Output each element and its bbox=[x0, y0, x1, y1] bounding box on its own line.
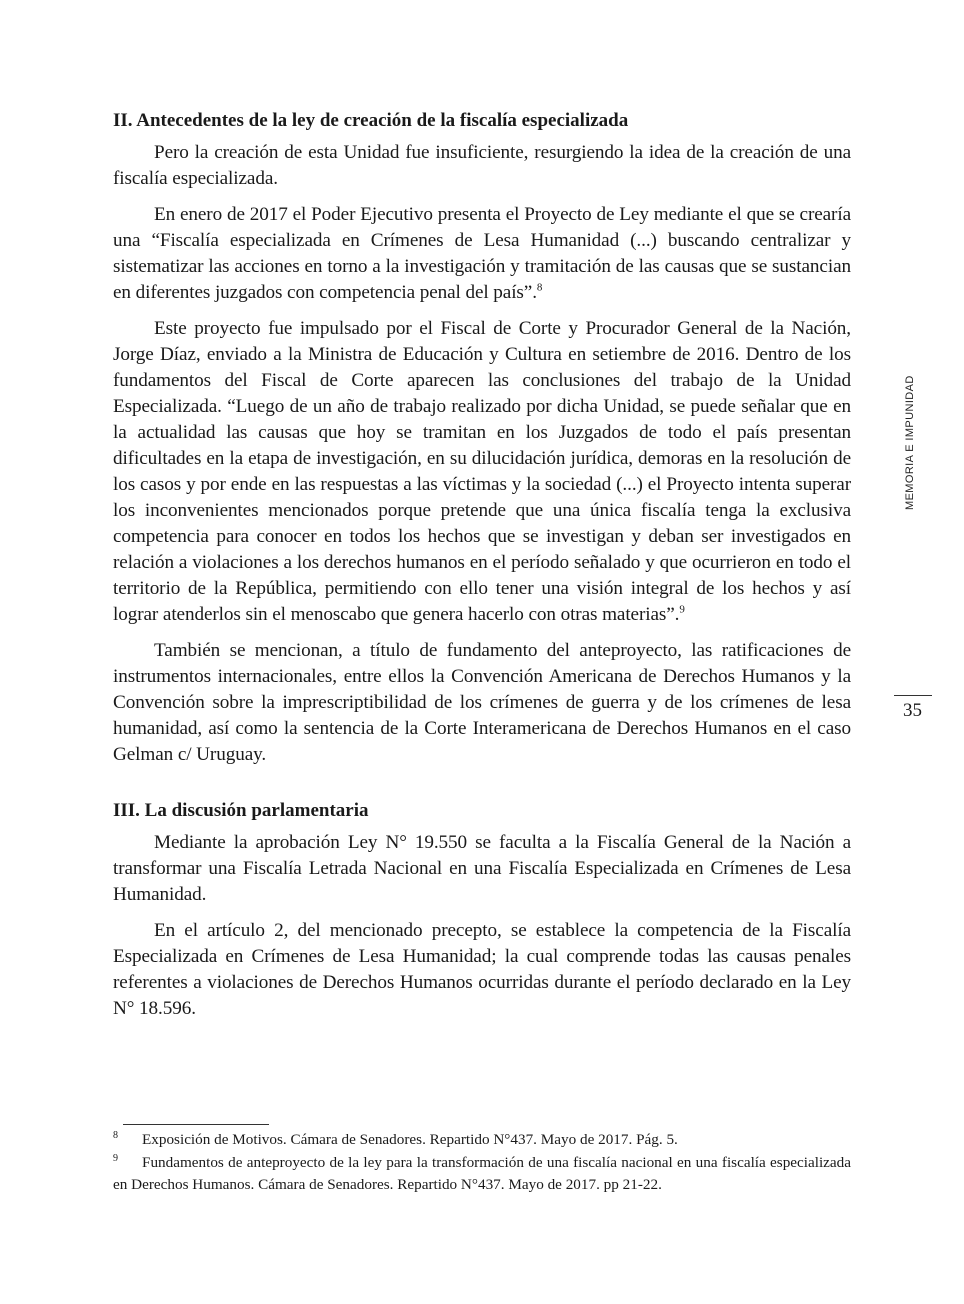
section-heading-discusion: III. La discusión parlamentaria bbox=[113, 800, 369, 821]
main-text bbox=[113, 108, 851, 1032]
footnote: 8 Exposición de Motivos. Cámara de Senadores. Repartido N°437. Mayo de 2017. Pág. 5. bbox=[113, 1129, 678, 1148]
footnote-ref[interactable]: 8 bbox=[536, 281, 543, 294]
footnote-ref[interactable]: 9 bbox=[679, 603, 685, 616]
section-heading-antecedentes: II. Antecedentes de la ley de creación de la fiscalía especializada bbox=[113, 110, 629, 131]
paragraph: Este proyecto fue impulsado por el Fiscal de Corte y Procurador General de la Nación, Jorge Díaz, enviado a la Ministra de Educación y Cultura en setiembre de 2016. Dentro de los fundamentos del Fiscal de Corte aparecen las conclusiones del trabajo de la Unidad Especializada. “Luego de un año de trabajo realizado por dicha Unidad, se puede señalar que en la actualidad las causas que hoy se tramitan en los Juzgados de todo el país presentan dificultades en la etapa de investigación, en su dilucidación jurídica, demoras en la resolución de los casos y por ende en las respuestas a las víctimas y la sociedad (...) el Proyecto intenta superar los inconvenientes mencionados porque pretende que una única fiscalía tenga la exclusiva competencia para conocer en todos los hechos que se investigan y deban ser investigados en relación a violaciones a los derechos humanos en el período señalado y que ocurrieron en todo el territorio de la República, permitiendo con ello tener una visión integral de los hechos y así lograr atenderlos sin el menoscabo que genera hacerlo con otras materias”.$^9$ bbox=[113, 318, 851, 625]
paragraph: En el artículo 2, del mencionado precepto, se establece la competencia de la Fiscalía Especializada en Crímenes de Lesa Humanidad; la cual comprende todas las causas penales referentes a violaciones de Derechos Humanos ocurridas durante el período declarado en la Ley N° 18.596. bbox=[113, 920, 851, 1019]
running-header: MEMORIA E IMPUNIDAD bbox=[904, 375, 916, 510]
footnote: 9 Fundamentos de anteproyecto de la ley para la transformación de una fiscalía nacional en una fiscalía especializada en Derechos Humanos. Cámara de Senadores. Repartido N°437. Mayo de 2017. pp 21-22. bbox=[113, 1152, 851, 1193]
page-number-rule bbox=[894, 695, 932, 696]
paragraph: También se mencionan, a título de fundamento del anteproyecto, las ratificaciones de instrumentos internacionales, entre ellos la Convención Americana de Derechos Humanos y la Convención sobre la imprescriptibilidad de los crímenes de guerra y de los crímenes de lesa humanidad, así como la sentencia de la Corte Interamericana de Derechos Humanos en el caso Gelman c/ Uruguay. bbox=[113, 640, 851, 765]
footnotes bbox=[113, 1129, 851, 1197]
paragraph: En enero de 2017 el Poder Ejecutivo presenta el Proyecto de Ley mediante el que se crearía una “Fiscalía especializada en Crímenes de Lesa Humanidad (...) buscando centralizar y sistematizar las acciones en torno a la investigación y tramitación de las causas que se sustancian en diferentes juzgados con competencia penal del país”.$^8$ bbox=[113, 204, 851, 303]
page-number: 35 bbox=[903, 700, 922, 721]
footnote-divider bbox=[123, 1124, 269, 1125]
paragraph: Mediante la aprobación Ley N° 19.550 se faculta a la Fiscalía General de la Nación a transformar una Fiscalía Letrada Nacional en una Fiscalía Especializada en Crímenes de Lesa Humanidad. bbox=[113, 832, 851, 905]
paragraph: Pero la creación de esta Unidad fue insuficiente, resurgiendo la idea de la creación de una fiscalía especializada. bbox=[113, 142, 851, 189]
